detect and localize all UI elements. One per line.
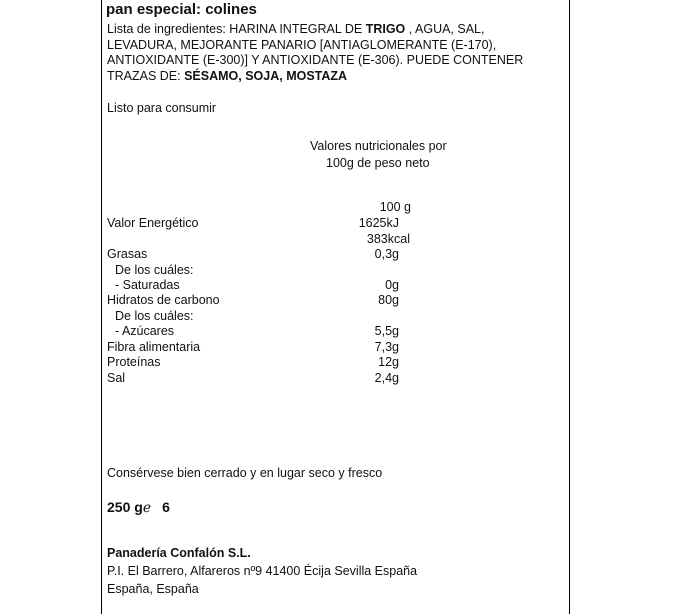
- ingredients-line-4: TRAZAS DE: SÉSAMO, SOJA, MOSTAZA: [107, 68, 348, 83]
- allergen-traces: SÉSAMO, SOJA, MOSTAZA: [184, 68, 348, 83]
- weight-value: 250 g: [107, 499, 143, 515]
- unit-count: 6: [162, 499, 170, 515]
- nutrition-header-line-2: 100g de peso neto: [326, 156, 430, 170]
- nutrition-row-value: 80g: [378, 293, 399, 307]
- nutrition-row-value: 2,4g: [374, 371, 399, 385]
- ingredients-line-1: Lista de ingredientes: HARINA INTEGRAL DE TRIGO , AGUA, SAL,: [107, 22, 485, 36]
- allergen-trigo: TRIGO: [365, 22, 406, 36]
- nutrition-row-value: 5,5g: [374, 324, 399, 338]
- storage-text: Consérvese bien cerrado y en lugar seco y fresco: [107, 466, 383, 480]
- ingredients-text: [107, 22, 562, 84]
- product-title: pan especial: colines: [106, 1, 257, 18]
- estimated-sign: ℯ: [142, 499, 152, 515]
- nutrition-column-header: 100 g: [379, 200, 411, 214]
- net-weight: [107, 499, 170, 515]
- nutrition-row-label: Fibra alimentaria: [107, 340, 201, 354]
- nutrition-row-value: 0,3g: [374, 247, 399, 261]
- nutrition-row-label: Proteínas: [107, 355, 161, 369]
- nutrition-row-value: 12g: [378, 355, 399, 369]
- nutrition-row-label: Grasas: [107, 247, 148, 261]
- company-country: España, España: [107, 582, 199, 596]
- nutrition-row-label: Valor Energético: [107, 216, 199, 230]
- company-name: Panadería Confalón S.L.: [107, 546, 251, 560]
- nutrition-row-label: De los cuáles:: [115, 263, 194, 277]
- nutrition-row-label: Sal: [107, 371, 126, 385]
- nutrition-row-value: 1625kJ: [358, 216, 399, 230]
- nutrition-row-label: Hidratos de carbono: [107, 293, 220, 307]
- ingredients-line-2: LEVADURA, MEJORANTE PANARIO [ANTIAGLOMERANTE (E-170),: [107, 37, 497, 52]
- nutrition-row-label: De los cuáles:: [115, 309, 194, 323]
- nutrition-header-line-1: Valores nutricionales por: [310, 139, 447, 153]
- nutrition-row-value: 0g: [385, 278, 399, 292]
- nutrition-row-label: - Saturadas: [115, 278, 180, 292]
- ingredients-line-3: ANTIOXIDANTE (E-300)] Y ANTIOXIDANTE (E-306). PUEDE CONTENER: [107, 53, 524, 67]
- nutrition-row-label: - Azúcares: [115, 324, 175, 338]
- usage-text: Listo para consumir: [107, 101, 217, 115]
- nutrition-row-value: 383kcal: [366, 232, 410, 246]
- company-address: P.I. El Barrero, Alfareros nº9 41400 Écija Sevilla España: [107, 564, 418, 578]
- nutrition-row-value: 7,3g: [374, 340, 399, 354]
